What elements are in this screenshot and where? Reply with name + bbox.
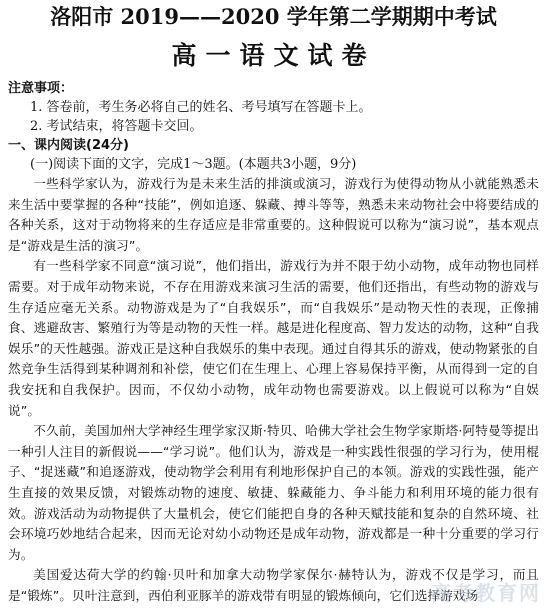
section-heading: 一、课内阅读(24分) xyxy=(8,138,129,153)
passage-paragraph: 美国爱达荷大学的约翰·贝叶和加拿大动物学家保尔·赫特认为，游戏不仅是学习，而且是“锻炼”。贝叶注意到，西伯利亚豚羊的游戏带有明显的锻炼倾向，它们选择游戏场 xyxy=(8,567,539,603)
notice-item: 2. 考试结束，将答题卡交回。 xyxy=(30,119,203,134)
paper-title: 高一语文试卷 xyxy=(171,41,376,70)
watermark: 高考教育网 xyxy=(431,581,541,605)
passage-paragraph: 不久前，美国加州大学神经生理学家汉斯·特贝、哈佛大学社会生物学家斯塔·阿特曼等提出一种引人注目的新假说——“学习说”。他们认为，游戏是一种实践性很强的学习行为，使用棍子、“捉迷藏”和追逐游戏，使动物学会利用有利地形保护自己的本领。游戏的实践性强，能产生直接的效果反馈，对锻炼动物的速度、敏捷、躲藏能力、争斗能力和利用环境的能力很有效。游戏活动为动物提供了大量机会，使它们能把自身的各种天赋技能和复杂的自然环境、社会环境巧妙地结合起来，因而无论对幼小动物还是成年动物，游戏都是一种十分重要的学习行为。 xyxy=(8,423,539,562)
exam-title: 洛阳市 2019——2020 学年第二学期期中考试 xyxy=(50,4,497,29)
passage-paragraph: 一些科学家认为，游戏行为是未来生活的排演或演习，游戏行为使得动物从小就能熟悉未来生活中要掌握的各种“技能”，例如追逐、躲藏、搏斗等等，熟悉未来动物社会中将要结成的各种关系，这对于动物将来的生存适应是非常重要的。这种假说可以称为“演习说”，基本观点是“游戏是生活的演习”。 xyxy=(8,176,539,253)
notice-item: 1. 答卷前，考生务必将自己的姓名、考号填写在答题卡上。 xyxy=(30,100,372,115)
notice-heading: 注意事项： xyxy=(8,81,74,96)
subsection-heading: (一)阅读下面的文字，完成1～3题。(本题共3小题，9分) xyxy=(30,157,357,172)
passage-paragraph: 有一些科学家不同意“演习说”，他们指出，游戏行为并不限于幼小动物，成年动物也同样需要。对于成年动物来说，不存在用游戏来演习生活的需要，他们还指出，有些动物的游戏与生存适应毫无关系。动物游戏是为了“自我娱乐”，而“自我娱乐”是动物天性的表现，正像捕食、逃避敌害、繁殖行为等是动物的天性一样。越是进化程度高、智力发达的动物，这种“自我娱乐”的天性越强。游戏正是这种自我娱乐的集中表现。通过自得其乐的游戏，使动物紧张的自然竞争生活得到某种调剂和补偿，使它们在生理上、心理上容易保持平衡，从而得到一定的自我安抚和自我保护。因而，不仅幼小动物，成年动物也需要游戏。以上假说可以称为“自娱说”。 xyxy=(8,258,539,418)
